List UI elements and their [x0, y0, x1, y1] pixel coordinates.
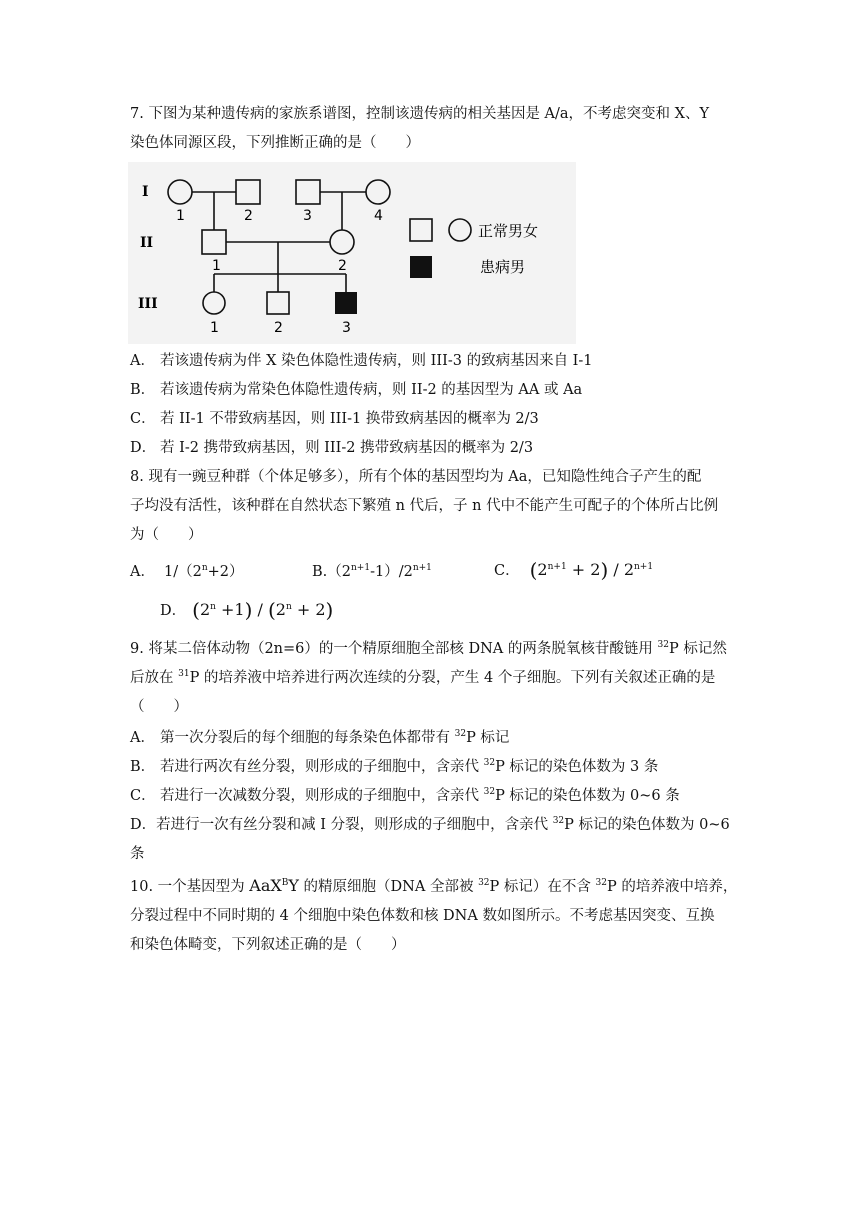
num-II-2: 2 — [338, 258, 347, 274]
pedigree-female-I-1 — [168, 180, 192, 204]
pedigree-female-I-4 — [366, 180, 390, 204]
q9-stem-line3: （ ） — [130, 699, 188, 715]
num-III-3: 3 — [342, 320, 351, 336]
num-III-1: 1 — [210, 320, 219, 336]
q10-stem-line2: 分裂过程中不同时期的 4 个细胞中染色体数和核 DNA 数如图所示。不考虑基因突变、互换 — [130, 908, 715, 924]
legend-circle-icon — [449, 219, 471, 241]
q7-option-a: A． 若该遗传病为伴 X 染色体隐性遗传病，则 III-3 的致病基因来自 I-1 — [130, 353, 593, 369]
gen-label-II: II — [140, 235, 154, 251]
pedigree-affected-male-III-3 — [335, 292, 357, 314]
q7-stem-line1: 7. 下图为某种遗传病的家族系谱图，控制该遗传病的相关基因是 A/a，不考虑突变和 X、Y — [130, 106, 710, 122]
num-III-2: 2 — [274, 320, 283, 336]
q9-option-d: D．若进行一次有丝分裂和减 I 分裂，则形成的子细胞中，含亲代 $^{32}$P 标记的染色体数为 0~6 — [130, 816, 730, 833]
q8-stem-line3: 为（ ） — [130, 527, 203, 543]
pedigree-figure — [128, 162, 576, 344]
legend-square-icon — [410, 219, 432, 241]
q8-option-a: A． $1/(2^n+2)$ — [130, 563, 244, 580]
pedigree-male-III-2 — [267, 292, 289, 314]
q9-option-d-cont: 条 — [130, 846, 145, 862]
num-I-1: 1 — [176, 208, 185, 224]
pedigree-male-I-2 — [236, 180, 260, 204]
gen-label-I: I — [142, 184, 149, 200]
legend-filled-square-icon — [410, 256, 432, 278]
pedigree-female-II-2 — [330, 230, 354, 254]
q8-option-c: C． $(2^{n+1} + 2) / 2^{n+1}$ — [494, 558, 654, 582]
q10-stem-line3: 和染色体畸变，下列叙述正确的是（ ） — [130, 937, 406, 953]
q9-stem-line1: 9. 将某二倍体动物（2n=6）的一个精原细胞全部核 DNA 的两条脱氧核苷酸链用 $^{32}$P 标记然 — [130, 640, 727, 657]
q7-option-d: D． 若 I-2 携带致病基因，则 III-2 携带致病基因的概率为 2/3 — [130, 440, 534, 456]
num-I-3: 3 — [303, 208, 312, 224]
pedigree-male-II-1 — [202, 230, 226, 254]
q9-option-b: B． 若进行两次有丝分裂，则形成的子细胞中，含亲代 $^{32}$P 标记的染色体数为 3 条 — [130, 758, 659, 775]
pedigree-male-I-3 — [296, 180, 320, 204]
q8-option-b: $B.(2^{n+1}-1)/2^{n+1}$ — [312, 563, 432, 580]
legend-normal-label: 正常男女 — [478, 222, 539, 240]
num-I-2: 2 — [244, 208, 253, 224]
q7-option-c: C． 若 II-1 不带致病基因，则 III-1 换带致病基因的概率为 2/3 — [130, 411, 539, 427]
legend-affected-label: 患病男 — [480, 258, 526, 276]
gen-label-III: III — [138, 296, 158, 312]
q8-option-d: D． $(2^n +1) / (2^n + 2)$ — [160, 598, 334, 622]
q10-stem-line1: 10. 一个基因型为 AaX$^B$Y 的精原细胞（DNA 全部被 $^{32}$P 标记）在不含 $^{32}$P 的培养液中培养， — [130, 876, 738, 895]
q9-option-c: C． 若进行一次减数分裂，则形成的子细胞中，含亲代 $^{32}$P 标记的染色体数为 0~6 条 — [130, 787, 680, 804]
q9-stem-line2: 后放在 $^{31}$P 的培养液中培养进行两次连续的分裂，产生 4 个子细胞。下列有关叙述正确的是 — [130, 669, 716, 686]
q9-option-a: A． 第一次分裂后的每个细胞的每条染色体都带有 $^{32}$P 标记 — [130, 729, 510, 746]
pedigree-chart — [128, 162, 576, 344]
pedigree-female-III-1 — [203, 292, 225, 314]
q8-stem-line2: 子均没有活性，该种群在自然状态下繁殖 n 代后，子 n 代中不能产生可配子的个体所占比例 — [130, 498, 719, 514]
num-I-4: 4 — [374, 208, 383, 224]
q7-stem-line2: 染色体同源区段，下列推断正确的是（ ） — [130, 135, 420, 151]
q7-option-b: B． 若该遗传病为常染色体隐性遗传病，则 II-2 的基因型为 AA 或 Aa — [130, 382, 583, 398]
num-II-1: 1 — [212, 258, 221, 274]
q8-stem-line1: 8. 现有一豌豆种群（个体足够多），所有个体的基因型均为 Aa，已知隐性纯合子产生的配 — [130, 469, 702, 485]
